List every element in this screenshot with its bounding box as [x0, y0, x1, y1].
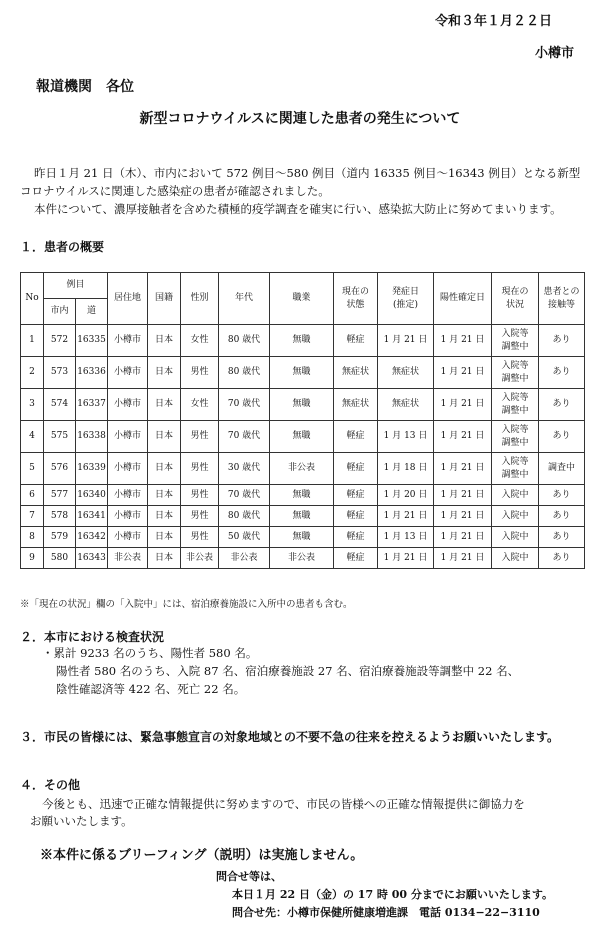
cell-pref: 16340: [76, 485, 108, 506]
cell-city: 576: [44, 453, 76, 485]
col-status-line-2: 状況: [506, 299, 525, 310]
cell-condition: 軽症: [334, 506, 378, 527]
testing-line-3: 陰性確認済等 422 名、死亡 22 名。: [56, 682, 246, 696]
cell-no: 7: [21, 506, 44, 527]
cell-nationality: 日本: [148, 389, 181, 421]
cell-residence: 小樽市: [108, 421, 148, 453]
table-row: [21, 389, 585, 421]
cell-age: 70 歳代: [219, 485, 270, 506]
cell-nationality: 日本: [148, 527, 181, 548]
cell-status-line-2: 調整中: [501, 373, 529, 384]
cell-condition: 軽症: [334, 453, 378, 485]
cell-pref: 16338: [76, 421, 108, 453]
col-residence: 居住地: [108, 273, 148, 325]
cell-condition: 軽症: [334, 325, 378, 357]
cell-status-line-1: 入院等: [501, 328, 529, 339]
col-no: No: [21, 273, 44, 325]
cell-sex: 女性: [181, 325, 219, 357]
cell-age: 80 歳代: [219, 506, 270, 527]
cell-city: 579: [44, 527, 76, 548]
contact-deadline: 本日１月 22 日（金）の 17 時 00 分までにお願いいたします。: [232, 888, 554, 901]
col-onset-line-1: 発症日: [392, 286, 420, 297]
table-row: [21, 548, 585, 569]
cell-status-line-2: 調整中: [501, 469, 529, 480]
cell-onset: 1 月 13 日: [378, 421, 434, 453]
cell-city: 573: [44, 357, 76, 389]
intro-line-3: 本件について、濃厚接触者を含めた積極的疫学調査を確実に行い、感染拡大防止に努めてまいります。: [34, 202, 562, 216]
col-sex: 性別: [181, 273, 219, 325]
cell-contact: あり: [539, 389, 585, 421]
cell-no: 4: [21, 421, 44, 453]
cell-contact: あり: [539, 421, 585, 453]
table-note: ※「現在の状況」欄の「入院中」には、宿泊療養施設に入所中の患者も含む。: [20, 599, 353, 610]
col-nationality: 国籍: [148, 273, 181, 325]
col-case-pref: 道: [76, 299, 108, 325]
cell-sex: 男性: [181, 453, 219, 485]
cell-contact: あり: [539, 548, 585, 569]
cell-no: 5: [21, 453, 44, 485]
cell-age: 30 歳代: [219, 453, 270, 485]
cell-status-line-1: 入院等: [501, 360, 529, 371]
cell-condition: 無症状: [334, 357, 378, 389]
cell-job: 無職: [270, 421, 334, 453]
cell-positive: 1 月 21 日: [434, 389, 492, 421]
cell-residence: 小樽市: [108, 506, 148, 527]
cell-nationality: 日本: [148, 325, 181, 357]
cell-condition: 無症状: [334, 389, 378, 421]
col-contact: [539, 273, 585, 325]
testing-line-2: 陽性者 580 名のうち、入院 87 名、宿泊療養施設 27 名、宿泊療養施設等調整中 22 名、: [56, 664, 520, 678]
table-row: [21, 453, 585, 485]
cell-age: 70 歳代: [219, 421, 270, 453]
cell-contact: あり: [539, 506, 585, 527]
col-contact-line-2: 接触等: [548, 299, 576, 310]
section-2-heading: ２．本市における検査状況: [20, 630, 165, 644]
cell-contact: 調査中: [539, 453, 585, 485]
cell-status: [492, 548, 539, 569]
section-4-heading: ４．その他: [20, 778, 81, 792]
cell-onset: 1 月 21 日: [378, 325, 434, 357]
cell-status: [492, 421, 539, 453]
cell-sex: 男性: [181, 506, 219, 527]
cell-city: 577: [44, 485, 76, 506]
cell-sex: 男性: [181, 485, 219, 506]
col-case-city: 市内: [44, 299, 76, 325]
testing-line-1: ・累計 9233 名のうち、陽性者 580 名。: [42, 646, 258, 660]
cell-pref: 16335: [76, 325, 108, 357]
col-status: [492, 273, 539, 325]
table-row: [21, 421, 585, 453]
table-header-row: [21, 273, 585, 299]
issuer: 小樽市: [534, 46, 574, 61]
cell-age: 80 歳代: [219, 357, 270, 389]
document-title: 新型コロナウイルスに関連した患者の発生について: [139, 111, 461, 127]
cell-nationality: 日本: [148, 506, 181, 527]
cell-positive: 1 月 21 日: [434, 485, 492, 506]
cell-status: [492, 485, 539, 506]
col-contact-line-1: 患者との: [543, 286, 580, 297]
cell-positive: 1 月 21 日: [434, 325, 492, 357]
contact-info: 問合せ先：小樽市保健所健康増進課 電話 0134−22−3110: [232, 906, 540, 919]
table-row: [21, 485, 585, 506]
cell-onset: 1 月 20 日: [378, 485, 434, 506]
cell-status-line-1: 入院等: [501, 456, 529, 467]
cell-nationality: 日本: [148, 357, 181, 389]
table-row: [21, 357, 585, 389]
cell-age: 80 歳代: [219, 325, 270, 357]
document-date: 令和３年１月２２日: [434, 14, 552, 29]
cell-pref: 16343: [76, 548, 108, 569]
cell-onset: 1 月 21 日: [378, 548, 434, 569]
cell-status-line-1: 入院中: [501, 552, 529, 563]
col-case: 例目: [44, 273, 108, 299]
cell-residence: 小樽市: [108, 453, 148, 485]
col-age: 年代: [219, 273, 270, 325]
cell-status-line-1: 入院等: [501, 392, 529, 403]
cell-condition: 軽症: [334, 527, 378, 548]
cell-sex: 非公表: [181, 548, 219, 569]
cell-nationality: 日本: [148, 548, 181, 569]
cell-condition: 軽症: [334, 485, 378, 506]
cell-sex: 男性: [181, 357, 219, 389]
cell-pref: 16341: [76, 506, 108, 527]
cell-status-line-1: 入院中: [501, 489, 529, 500]
cell-job: 非公表: [270, 453, 334, 485]
cell-city: 580: [44, 548, 76, 569]
cell-status: [492, 325, 539, 357]
cell-job: 無職: [270, 357, 334, 389]
cell-no: 2: [21, 357, 44, 389]
cell-city: 575: [44, 421, 76, 453]
cell-status-line-1: 入院等: [501, 424, 529, 435]
cell-status-line-1: 入院中: [501, 531, 529, 542]
cell-status: [492, 527, 539, 548]
col-onset-line-2: (推定): [393, 299, 419, 310]
col-condition-line-1: 現在の: [342, 286, 370, 297]
cell-condition: 軽症: [334, 421, 378, 453]
cell-positive: 1 月 21 日: [434, 506, 492, 527]
cell-status: [492, 453, 539, 485]
cell-job: 無職: [270, 527, 334, 548]
cell-residence: 小樽市: [108, 357, 148, 389]
cell-job: 無職: [270, 506, 334, 527]
cell-status-line-2: 調整中: [501, 437, 529, 448]
cell-no: 6: [21, 485, 44, 506]
intro-line-2: コロナウイルスに関連した感染症の患者が確認されました。: [20, 184, 330, 198]
table-row: [21, 527, 585, 548]
cell-sex: 男性: [181, 421, 219, 453]
cell-status: [492, 389, 539, 421]
col-positive-date: 陽性確定日: [434, 273, 492, 325]
cell-no: 1: [21, 325, 44, 357]
section-3-heading: ３．市民の皆様には、緊急事態宣言の対象地域との不要不急の往来を控えるようお願いいたします。: [20, 730, 560, 744]
cell-sex: 女性: [181, 389, 219, 421]
cell-nationality: 日本: [148, 421, 181, 453]
cell-job: 無職: [270, 389, 334, 421]
cell-residence: 小樽市: [108, 325, 148, 357]
cell-city: 578: [44, 506, 76, 527]
cell-contact: あり: [539, 357, 585, 389]
contact-intro: 問合せ等は、: [216, 870, 282, 883]
cell-residence: 非公表: [108, 548, 148, 569]
cell-pref: 16342: [76, 527, 108, 548]
section-1-heading: １．患者の概要: [20, 240, 105, 254]
cell-no: 8: [21, 527, 44, 548]
cell-age: 非公表: [219, 548, 270, 569]
cell-positive: 1 月 21 日: [434, 548, 492, 569]
briefing-notice: ※本件に係るブリーフィング（説明）は実施しません。: [40, 848, 364, 863]
cell-job: 非公表: [270, 548, 334, 569]
table-row: [21, 325, 585, 357]
cell-no: 9: [21, 548, 44, 569]
cell-residence: 小樽市: [108, 527, 148, 548]
cell-status: [492, 506, 539, 527]
cell-positive: 1 月 21 日: [434, 527, 492, 548]
cell-positive: 1 月 21 日: [434, 453, 492, 485]
cell-pref: 16339: [76, 453, 108, 485]
cell-city: 574: [44, 389, 76, 421]
cell-residence: 小樽市: [108, 389, 148, 421]
patient-table: [20, 272, 585, 569]
cell-contact: あり: [539, 485, 585, 506]
cell-status-line-1: 入院中: [501, 510, 529, 521]
cell-pref: 16336: [76, 357, 108, 389]
cell-positive: 1 月 21 日: [434, 421, 492, 453]
cell-job: 無職: [270, 485, 334, 506]
cell-onset: 無症状: [378, 357, 434, 389]
cell-residence: 小樽市: [108, 485, 148, 506]
col-job: 職業: [270, 273, 334, 325]
cell-no: 3: [21, 389, 44, 421]
cell-sex: 男性: [181, 527, 219, 548]
cell-age: 50 歳代: [219, 527, 270, 548]
cell-status-line-2: 調整中: [501, 405, 529, 416]
addressee: 報道機関 各位: [36, 79, 134, 95]
table-row: [21, 506, 585, 527]
cell-nationality: 日本: [148, 485, 181, 506]
cell-pref: 16337: [76, 389, 108, 421]
col-condition: [334, 273, 378, 325]
cell-onset: 1 月 13 日: [378, 527, 434, 548]
cell-onset: 1 月 21 日: [378, 506, 434, 527]
col-condition-line-2: 状態: [346, 299, 365, 310]
other-line-1: 今後とも、迅速で正確な情報提供に努めますので、市民の皆様への正確な情報提供に御協力を: [42, 797, 525, 811]
cell-nationality: 日本: [148, 453, 181, 485]
cell-status: [492, 357, 539, 389]
cell-city: 572: [44, 325, 76, 357]
cell-age: 70 歳代: [219, 389, 270, 421]
col-onset: [378, 273, 434, 325]
intro-line-1: 昨日１月 21 日（木）、市内において 572 例目〜580 例目（道内 16335 例目〜16343 例目）となる新型: [34, 166, 581, 180]
col-status-line-1: 現在の: [501, 286, 529, 297]
other-line-2: お願いいたします。: [30, 814, 133, 828]
cell-onset: 1 月 18 日: [378, 453, 434, 485]
cell-onset: 無症状: [378, 389, 434, 421]
cell-positive: 1 月 21 日: [434, 357, 492, 389]
cell-condition: 軽症: [334, 548, 378, 569]
cell-contact: あり: [539, 527, 585, 548]
cell-status-line-2: 調整中: [501, 341, 529, 352]
cell-job: 無職: [270, 325, 334, 357]
cell-contact: あり: [539, 325, 585, 357]
